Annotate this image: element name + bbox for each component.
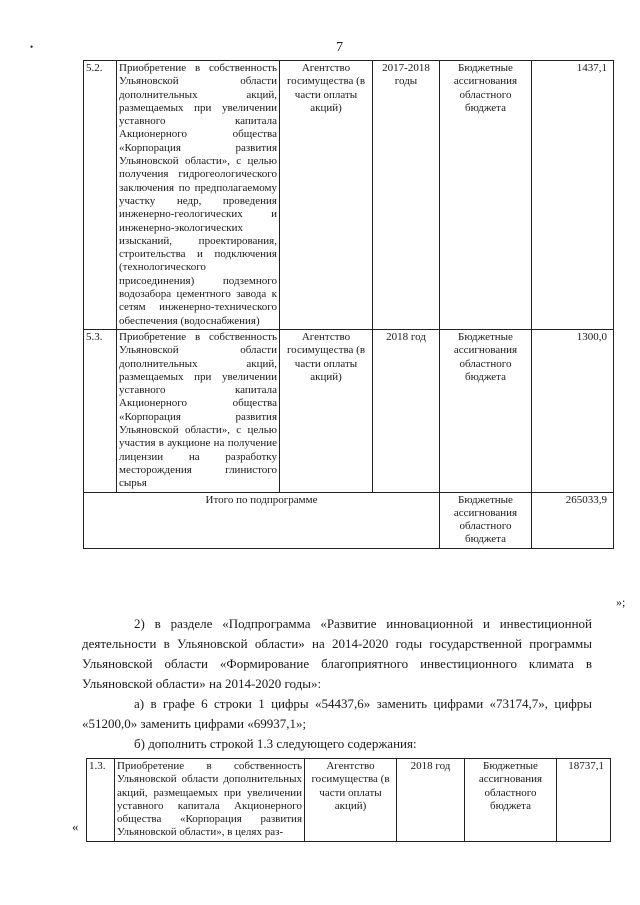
row-funding-source: Бюджетные ассигнования областного бюджета xyxy=(440,329,532,492)
table-row xyxy=(87,759,611,842)
total-amount: 265033,9 xyxy=(532,492,614,548)
row-period: 2018 год xyxy=(373,329,440,492)
row-funding-source: Бюджетные ассигнования областного бюджета xyxy=(465,759,557,842)
total-funding-source: Бюджетные ассигнования областного бюджета xyxy=(440,492,532,548)
paragraph-item-a: а) в графе 6 строки 1 цифры «54437,6» заменить цифрами «73174,7», цифры «51200,0» заменить цифрами «69937,1»; xyxy=(82,696,592,731)
margin-mark: • xyxy=(30,42,34,52)
table-row xyxy=(84,329,614,492)
row-period: 2017-2018 годы xyxy=(373,61,440,330)
row-period: 2018 год xyxy=(397,759,465,842)
closing-quote: »; xyxy=(616,595,626,609)
row-number: 5.3. xyxy=(84,329,117,492)
paragraph-section-2: 2) в разделе «Подпрограмма «Развитие инновационной и инвестиционной деятельности в Ульяновской области» на 2014-2020 годы государственной программы Ульяновской области «Формирование благоприятного инвестиционного климата в Ульяновской области» на 2014-2020 годы»: xyxy=(82,616,592,691)
row-amount: 18737,1 xyxy=(557,759,611,842)
row-description: Приобретение в собственность Ульяновской области дополнительных акций, размещаемых при увеличении уставного капитала Акционерного общества «Корпорация развития Ульяновской области», в целях раз- xyxy=(115,759,305,842)
row-executor: Агентство госимущества (в части оплаты акций) xyxy=(280,329,373,492)
opening-quote: « xyxy=(72,819,79,834)
row-number: 1.3. xyxy=(87,759,115,842)
total-label: Итого по подпрограмме xyxy=(84,492,440,548)
row-funding-source: Бюджетные ассигнования областного бюджета xyxy=(440,61,532,330)
row-description: Приобретение в собственность Ульяновской области дополнительных акций, размещаемых при увеличении уставного капитала Акционерного общества «Корпорация развития Ульяновской области», с целью участия в аукционе на получение лицензии на разработку месторождения глинистого сырья xyxy=(117,329,280,492)
page-number: 7 xyxy=(336,40,343,55)
row-executor: Агентство госимущества (в части оплаты акций) xyxy=(280,61,373,330)
row-executor: Агентство госимущества (в части оплаты акций) xyxy=(305,759,397,842)
new-row-table xyxy=(86,758,611,842)
paragraph-item-b: б) дополнить строкой 1.3 следующего содержания: xyxy=(134,736,417,751)
row-number: 5.2. xyxy=(84,61,117,330)
row-description: Приобретение в собственность Ульяновской области дополнительных акций, размещаемых при увеличении уставного капитала Акционерного общества «Корпорация развития Ульяновской области», с целью получения гидрогеологического заключения по предполагаемому участку недр, проведения инженерно-геологических и инженерно-экологических изысканий, проектирования, строительства и подключения (технологического присоединения) подземного водозабора цементного завода к сетям инженерно-технического обеспечения (водоснабжения) xyxy=(117,61,280,330)
subprogram-table xyxy=(83,60,614,549)
row-amount: 1300,0 xyxy=(532,329,614,492)
table-row xyxy=(84,61,614,330)
total-row xyxy=(84,492,614,548)
row-amount: 1437,1 xyxy=(532,61,614,330)
